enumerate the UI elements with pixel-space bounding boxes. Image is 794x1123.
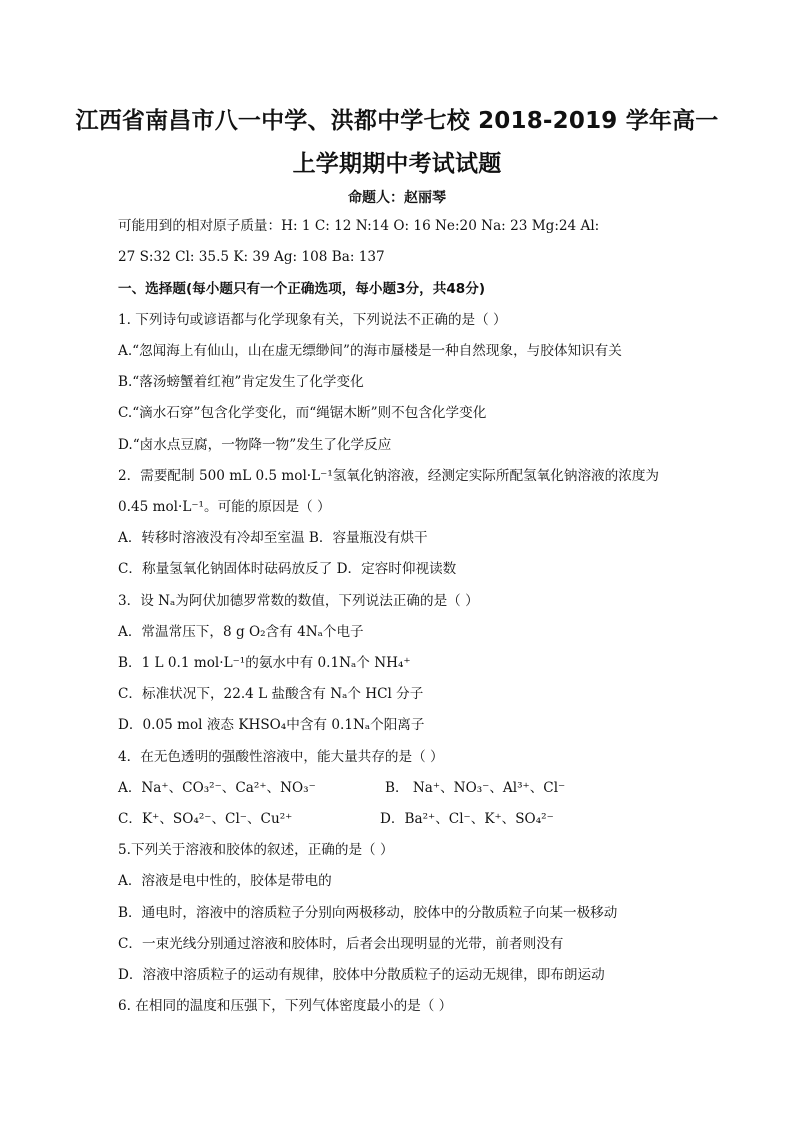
question-4-stem: 4．在无色透明的强酸性溶液中，能大量共存的是（ ） bbox=[118, 749, 444, 765]
section-heading: 一、选择题(每小题只有一个正确选项，每小题3分，共48分) bbox=[118, 281, 486, 297]
exam-title-line-1: 江西省南昌市八一中学、洪都中学七校 2018-2019 学年高一 bbox=[75, 108, 719, 134]
author-line: 命题人：赵丽琴 bbox=[348, 190, 446, 206]
atomic-mass-line-1: 可能用到的相对原子质量：H: 1 C: 12 N:14 O: 16 Ne:20 Na: 23 Mg:24 Al: bbox=[118, 218, 600, 234]
question-5-option-a: A．溶液是电中性的，胶体是带电的 bbox=[118, 873, 332, 889]
question-3-option-d: D．0.05 mol 液态 KHSO₄中含有 0.1Nₐ个阳离子 bbox=[118, 717, 425, 733]
question-2-options-cd: C．称量氢氧化钠固体时砝码放反了 D．定容时仰视读数 bbox=[118, 561, 457, 577]
question-3-option-c: C．标准状况下，22.4 L 盐酸含有 Nₐ个 HCl 分子 bbox=[118, 686, 424, 702]
question-6-stem: 6. 在相同的温度和压强下，下列气体密度最小的是（ ） bbox=[118, 998, 453, 1014]
question-4-option-a: A．Na⁺、CO₃²⁻、Ca²⁺、NO₃⁻ bbox=[118, 780, 316, 796]
question-5-option-d: D．溶液中溶质粒子的运动有规律，胶体中分散质粒子的运动无规律，即布朗运动 bbox=[118, 967, 605, 983]
question-1-option-c: C.“滴水石穿”包含化学变化，而“绳锯木断”则不包含化学变化 bbox=[118, 405, 487, 421]
question-1-option-b: B.“落汤螃蟹着红袍”肯定发生了化学变化 bbox=[118, 374, 364, 390]
exam-title-line-2: 上学期期中考试试题 bbox=[292, 151, 502, 177]
question-3-stem: 3．设 Nₐ为阿伏加德罗常数的数值，下列说法正确的是（ ） bbox=[118, 593, 479, 609]
question-1-stem: 1. 下列诗句或谚语都与化学现象有关，下列说法不正确的是（ ） bbox=[118, 312, 507, 328]
question-5-option-b: B．通电时，溶液中的溶质粒子分别向两极移动，胶体中的分散质粒子向某一极移动 bbox=[118, 905, 618, 921]
question-4-option-b: B． Na⁺、NO₃⁻、Al³⁺、Cl⁻ bbox=[385, 780, 566, 796]
question-2-stem-line-1: 2．需要配制 500 mL 0.5 mol·L⁻¹氢氧化钠溶液，经测定实际所配氢氧化钠溶液的浓度为 bbox=[118, 468, 660, 484]
question-4-option-d: D．Ba²⁺、Cl⁻、K⁺、SO₄²⁻ bbox=[380, 811, 554, 827]
atomic-mass-line-2: 27 S:32 Cl: 35.5 K: 39 Ag: 108 Ba: 137 bbox=[118, 249, 385, 265]
question-3-option-b: B．1 L 0.1 mol·L⁻¹的氨水中有 0.1Nₐ个 NH₄⁺ bbox=[118, 655, 411, 671]
question-2-options-ab: A．转移时溶液没有冷却至室温 B．容量瓶没有烘干 bbox=[118, 530, 428, 546]
question-1-option-a: A.“忽闻海上有仙山，山在虚无缥缈间”的海市蜃楼是一种自然现象，与胶体知识有关 bbox=[118, 343, 622, 359]
question-2-stem-line-2: 0.45 mol·L⁻¹。可能的原因是（ ） bbox=[118, 499, 331, 515]
question-5-stem: 5.下列关于溶液和胶体的叙述，正确的是（ ） bbox=[118, 842, 394, 858]
question-3-option-a: A．常温常压下，8 g O₂含有 4Nₐ个电子 bbox=[118, 624, 364, 640]
question-1-option-d: D.“卤水点豆腐，一物降一物”发生了化学反应 bbox=[118, 437, 392, 453]
question-4-option-c: C．K⁺、SO₄²⁻、Cl⁻、Cu²⁺ bbox=[118, 811, 293, 827]
question-5-option-c: C．一束光线分别通过溶液和胶体时，后者会出现明显的光带，前者则没有 bbox=[118, 936, 564, 952]
